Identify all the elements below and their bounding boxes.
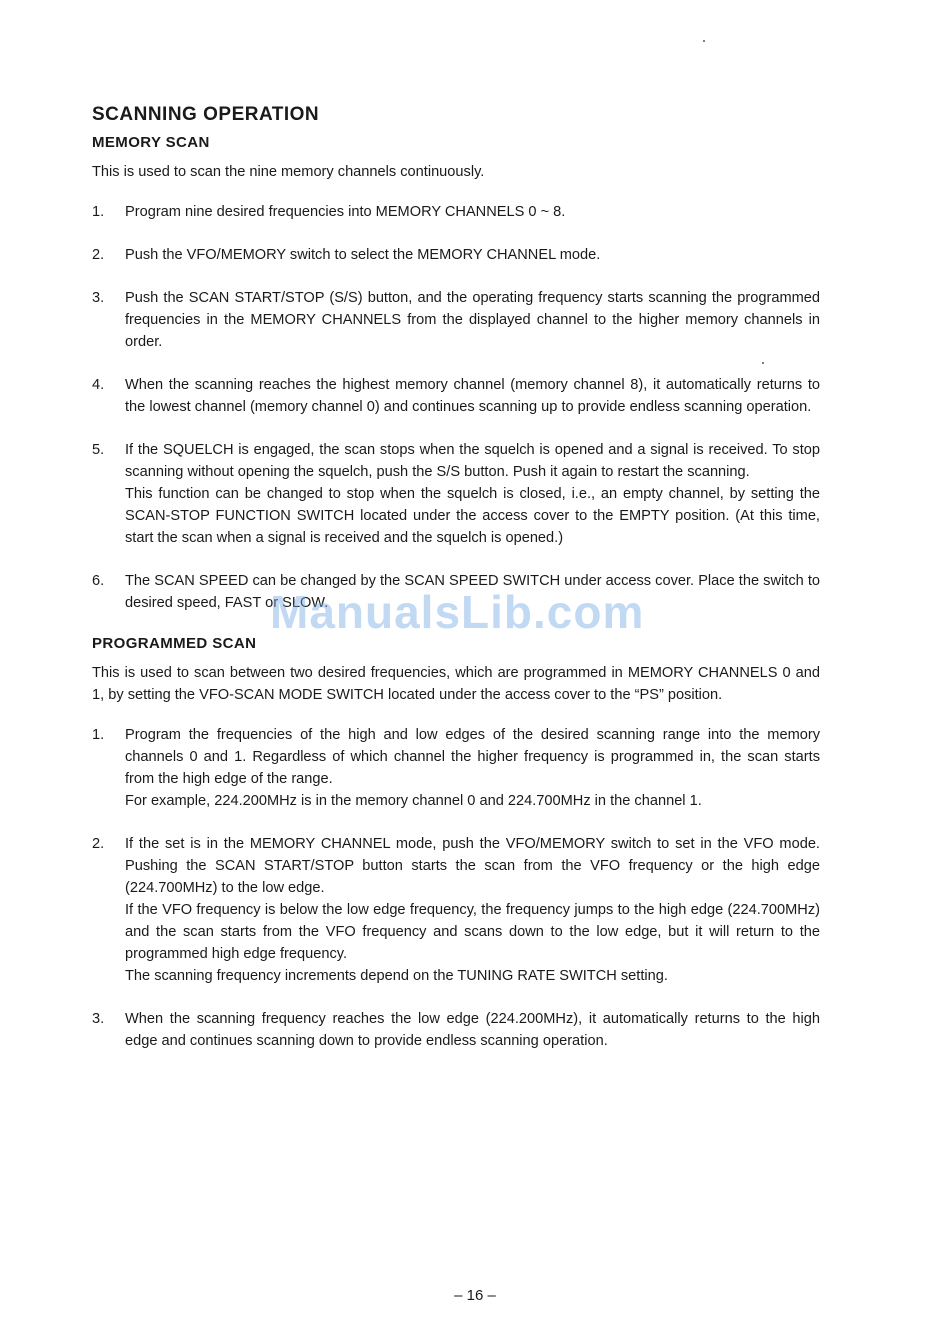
step-paragraph: If the VFO frequency is below the low edge frequency, the frequency jumps to the high edge (224.700MHz) and the scan starts from the VFO frequency and scans down to the low edge, but it will return to the programmed high edge frequency.	[125, 902, 820, 962]
step-number: 4.	[92, 377, 105, 393]
step-body	[125, 374, 820, 418]
step-body	[125, 439, 820, 549]
programmed-scan-steps	[92, 724, 820, 1052]
step-item	[92, 1008, 820, 1052]
step-body	[125, 244, 820, 266]
step-paragraph: If the set is in the MEMORY CHANNEL mode, push the VFO/MEMORY switch to set in the VFO mode. Pushing the SCAN START/STOP button starts the scan from the VFO frequency or the high edge (224.700MHz) to the low edge.	[125, 836, 820, 896]
watermark-text: ManualsLib.com	[270, 586, 645, 638]
step-number: 3.	[92, 1011, 105, 1027]
step-item	[92, 374, 820, 418]
scan-speck	[762, 362, 764, 364]
programmed-scan-title: PROGRAMMED SCAN	[92, 635, 257, 652]
step-body	[125, 570, 820, 614]
step-paragraph: Program the frequencies of the high and low edges of the desired scanning range into the memory channels 0 and 1. Regardless of which channel the higher frequency is programmed in, the scan starts from the high edge of the range.	[125, 727, 820, 787]
page-heading: SCANNING OPERATION	[92, 104, 320, 125]
step-paragraph: If the SQUELCH is engaged, the scan stops when the squelch is opened and a signal is received. To stop scanning without opening the squelch, push the S/S button. Push it again to restart the scanning.	[125, 442, 820, 480]
programmed-scan-intro: This is used to scan between two desired frequencies, which are programmed in MEMORY CHANNELS 0 and 1, by setting the VFO-SCAN MODE SWITCH located under the access cover to the “PS” position.	[92, 665, 820, 703]
page-number: – 16 –	[454, 1287, 496, 1304]
step-body	[125, 287, 820, 353]
memory-scan-steps	[92, 201, 820, 614]
step-paragraph: When the scanning frequency reaches the low edge (224.200MHz), it automatically returns to the high edge and continues scanning down to provide endless scanning operation.	[125, 1011, 820, 1049]
memory-scan-intro: This is used to scan the nine memory channels continuously.	[92, 164, 485, 180]
programmed-scan-section	[92, 635, 820, 1052]
step-body	[125, 833, 820, 987]
step-paragraph: For example, 224.200MHz is in the memory channel 0 and 224.700MHz in the channel 1.	[125, 793, 702, 809]
step-item	[92, 439, 820, 549]
step-paragraph: Push the VFO/MEMORY switch to select the MEMORY CHANNEL mode.	[125, 247, 601, 263]
manual-page	[92, 104, 820, 1073]
step-paragraph: This function can be changed to stop when the squelch is closed, i.e., an empty channel, by setting the SCAN-STOP FUNCTION SWITCH located under the access cover to the EMPTY position. (At this time, start the scan when a signal is received and the squelch is opened.)	[125, 486, 820, 546]
step-number: 3.	[92, 290, 105, 306]
step-number: 2.	[92, 247, 105, 263]
step-paragraph: Push the SCAN START/STOP (S/S) button, and the operating frequency starts scanning the programmed frequencies in the MEMORY CHANNELS from the displayed channel to the higher memory channels in order.	[125, 290, 820, 350]
step-number: 6.	[92, 573, 105, 589]
step-number: 1.	[92, 204, 105, 220]
memory-scan-section	[92, 134, 820, 614]
step-paragraph: Program nine desired frequencies into MEMORY CHANNELS 0 ~ 8.	[125, 204, 566, 220]
step-item	[92, 833, 820, 987]
memory-scan-title: MEMORY SCAN	[92, 134, 210, 151]
step-body	[125, 201, 820, 223]
step-item	[92, 201, 820, 223]
step-paragraph: When the scanning reaches the highest memory channel (memory channel 8), it automatically returns to the lowest channel (memory channel 0) and continues scanning up to provide endless scanning operation.	[125, 377, 820, 415]
step-number: 1.	[92, 727, 105, 743]
step-body	[125, 724, 820, 812]
step-item	[92, 724, 820, 812]
step-paragraph: The SCAN SPEED can be changed by the SCAN SPEED SWITCH under access cover. Place the switch to desired speed, FAST or SLOW.	[125, 573, 820, 611]
step-item	[92, 287, 820, 353]
step-item	[92, 570, 820, 614]
step-number: 5.	[92, 442, 105, 458]
step-body	[125, 1008, 820, 1052]
step-number: 2.	[92, 836, 105, 852]
scan-speck	[703, 40, 705, 42]
step-note: The scanning frequency increments depend on the TUNING RATE SWITCH setting.	[125, 968, 668, 984]
step-item	[92, 244, 820, 266]
